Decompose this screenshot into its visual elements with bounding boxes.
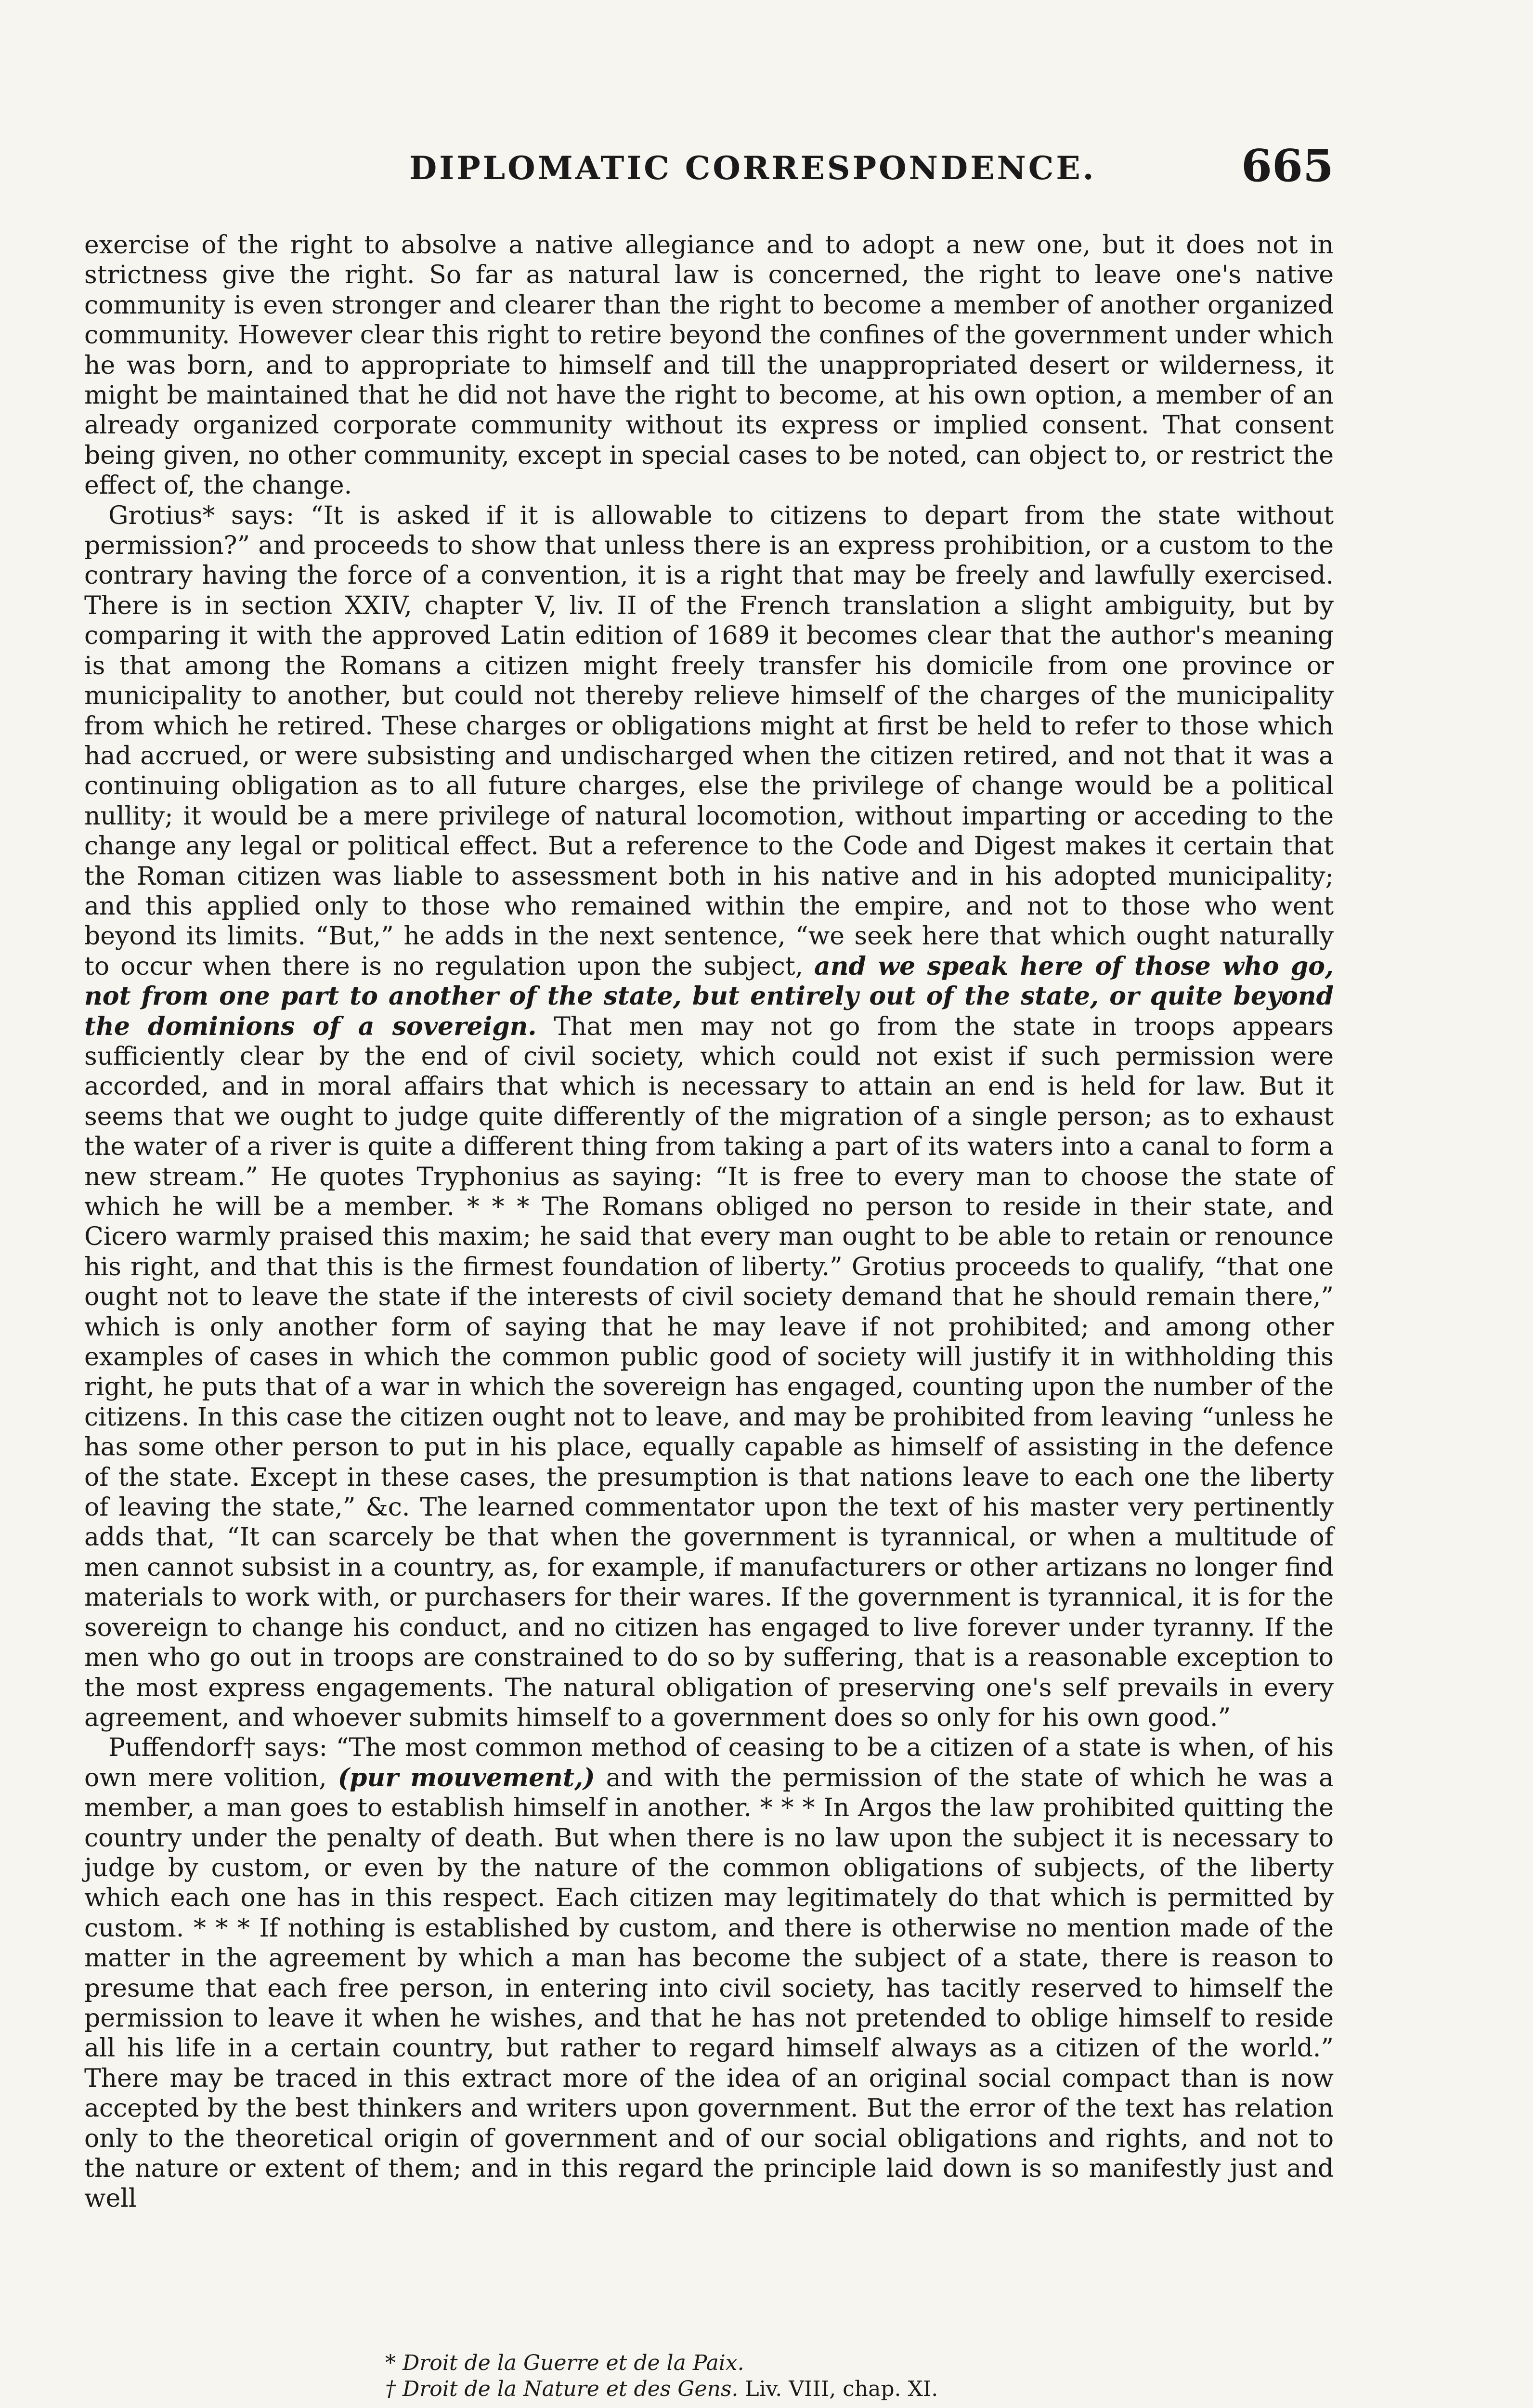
paragraph-continuation: exercise of the right to absolve a native allegiance and to adopt a new one, but it does not in strictness give the right. So far as natural law is concerned, the right to leave one's native community is even stronger and clearer than the right to become a member of another organized community. However clear this right to retire beyond the confines of the government under which he was born, and to appropriate to himself and till the unappropriated desert or wilderness, it might be maintained that he did not have the right to become, at his own option, a member of an already organized corporate community without its express or implied consent. That consent being given, no other community, except in special cases to be noted, can object to, or restrict the effect of, the change.	[84, 231, 1334, 500]
footnote-2-title: † Droit de la Nature et des Gens.	[385, 2377, 739, 2401]
footnote-1: * Droit de la Guerre et de la Paix.	[385, 2351, 744, 2375]
page-header	[82, 140, 1334, 197]
grotius-text-a: Grotius* says: “It is asked if it is allowable to citizens to depart from the state without permission?” and proceeds to show that unless there is an express prohibition, or a custom to the contrary having the force of a convention, it is a right that may be freely and lawfully exercised. There is in section XXIV, chapter V, liv. II of the French translation a slight ambiguity, but by comparing it with the approved Latin edition of 1689 it becomes clear that the author's meaning is that among the Romans a citizen might freely transfer his domicile from one province or municipality to another, but could not thereby relieve himself of the charges of the municipality from which he retired. These charges or obligations might at first be held to refer to those which had accrued, or were subsisting and undischarged when the citizen retired, and not that it was a continuing obligation as to all future charges, else the privilege of change would be a political nullity; it would be a mere privilege of natural locomotion, without imparting or acceding to the change any legal or political effect. But a reference to the Code and Digest makes it certain that the Roman citizen was liable to assessment both in his native and in his adopted municipality; and this applied only to those who remained within the empire, and not to those who went beyond its limits. “But,” he adds in the next sentence, “we seek here that which ought naturally to occur when there is no regulation upon the subject,	[84, 501, 1334, 981]
footnotes	[385, 2350, 1252, 2402]
grotius-italic-quote: and we speak here of those who go, not from one part to another of the state, but entirely out of the state, or quite beyond the dominions of a sovereign.	[84, 951, 1334, 1041]
puffendorf-italic-phrase: (pur mouvement,)	[338, 1763, 595, 1793]
paragraph-grotius	[84, 501, 1334, 1733]
footnote-2-reference: Liv. VIII, chap. XI.	[738, 2377, 938, 2401]
grotius-text-b: That men may not go from the state in troops appears sufficiently clear by the end of civil society, which could not exist if such permission were accorded, and in moral affairs that which is necessary to attain an end is held for law. But it seems that we ought to judge quite differently of the migration of a single person; as to exhaust the water of a river is quite a different thing from taking a part of its waters into a canal to form a new stream.” He quotes Tryphonius as saying: “It is free to every man to choose the state of which he will be a member. * * * The Romans obliged no person to reside in their state, and Cicero warmly praised this maxim; he said that every man ought to be able to retain or renounce his right, and that this is the firmest foundation of liberty.” Grotius proceeds to qualify, “that one ought not to leave the state if the interests of civil society demand that he should remain there,” which is only another form of saying that he may leave if not prohibited; and among other examples of cases in which the common public good of society will justify it in withholding this right, he puts that of a war in which the sovereign has engaged, counting upon the number of the citizens. In this case the citizen ought not to leave, and may be prohibited from leaving “unless he has some other person to put in his place, equally capable as himself of assisting in the defence of the state. Except in these cases, the presumption is that nations leave to each one the liberty of leaving the state,” &c. The learned commentator upon the text of his master very pertinently adds that, “It can scarcely be that when the government is tyrannical, or when a multitude of men cannot subsist in a country, as, for example, if manufacturers or other artizans no longer find materials to work with, or purchasers for their wares. If the government is tyrannical, it is for the sovereign to change his conduct, and no citizen has engaged to live forever under tyranny. If the men who go out in troops are constrained to do so by suffering, that is a reasonable exception to the most express engagements. The natural obligation of preserving one's self prevails in every agreement, and whoever submits himself to a government does so only for his own good.”	[84, 1012, 1334, 1732]
running-title: DIPLOMATIC CORRESPONDENCE.	[409, 149, 1096, 187]
paragraph-puffendorf	[84, 1733, 1334, 2214]
puffendorf-text-b: and with the permission of the state of which he was a member, a man goes to establish himself in another. * * * In Argos the law prohibited quitting the country under the penalty of death. But when there is no law upon the subject it is necessary to judge by custom, or even by the nature of the common obligations of subjects, of the liberty which each one has in this respect. Each citizen may legitimately do that which is permitted by custom. * * * If nothing is established by custom, and there is otherwise no mention made of the matter in the agreement by which a man has become the subject of a state, there is reason to presume that each free person, in entering into civil society, has tacitly reserved to himself the permission to leave it when he wishes, and that he has not pretended to oblige himself to reside all his life in a certain country, but rather to regard himself always as a citizen of the world.” There may be traced in this extract more of the idea of an original social compact than is now accepted by the best thinkers and writers upon government. But the error of the text has relation only to the theoretical origin of government and of our social obligations and rights, and not to the nature or extent of them; and in this regard the principle laid down is so manifestly just and well	[84, 1763, 1334, 2213]
footnote-2	[385, 2376, 1252, 2402]
body-text	[84, 230, 1334, 2214]
puffendorf-text-a: Puffendorf† says: “The most common method of ceasing to be a citizen of a state is when, of his own mere volition,	[84, 1733, 1334, 1793]
page-number: 665	[1241, 140, 1334, 192]
